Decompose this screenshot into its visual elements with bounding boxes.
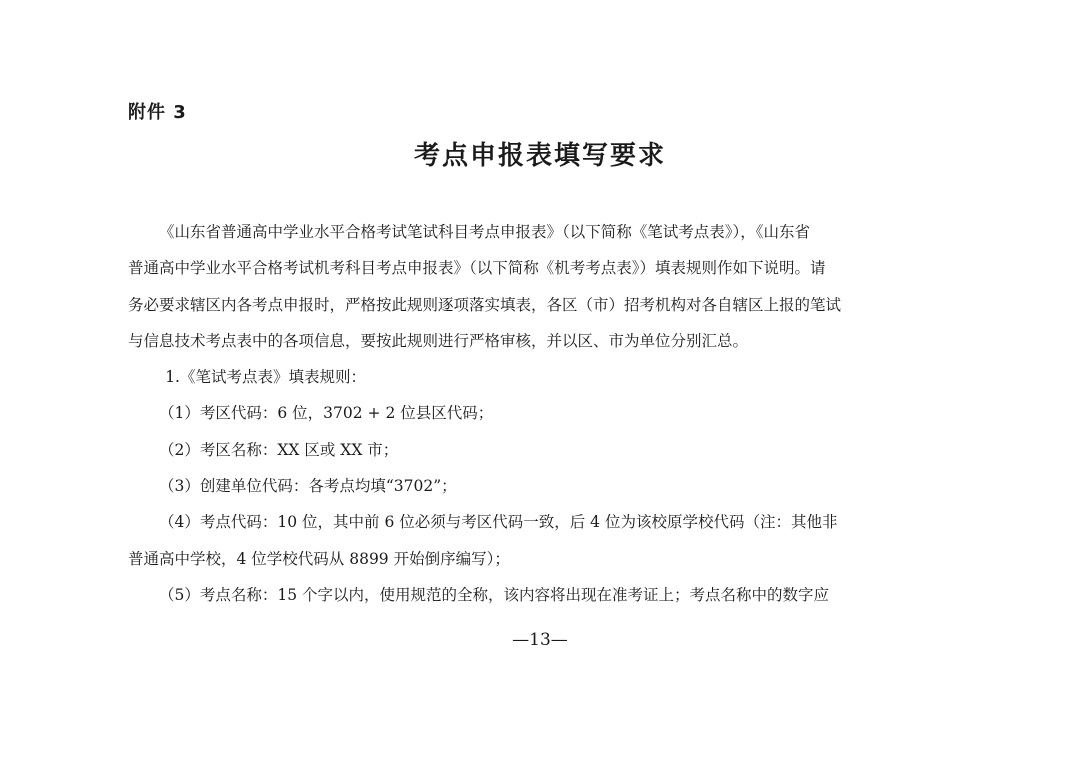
document-body: [128, 214, 954, 613]
page-number: —13—: [512, 630, 568, 650]
rule-item: （1）考区代码：6 位，3702 + 2 位县区代码；: [159, 404, 494, 423]
rule-item-continuation: 普通高中学校，4 位学校代码从 8899 开始倒序编写）；: [128, 549, 510, 568]
attachment-label: 附件 3: [128, 102, 187, 123]
section-heading: 1.《笔试考点表》填表规则：: [165, 368, 366, 387]
section-1: [128, 359, 954, 613]
intro-line: 务必要求辖区内各考点申报时，严格按此规则逐项落实填表，各区（市）招考机构对各自辖区上报的笔试: [128, 295, 842, 314]
rule-item: （5）考点名称：15 个字以内，使用规范的全称，该内容将出现在准考证上；考点名称中的数字应: [159, 585, 830, 604]
document-title: 考点申报表填写要求: [413, 141, 666, 171]
intro-line: 普通高中学业水平合格考试机考科目考点申报表》（以下简称《机考考点表》）填表规则作如下说明。请: [128, 259, 826, 278]
intro-line: 《山东省普通高中学业水平合格考试笔试科目考点申报表》（以下简称《笔试考点表》），《山东省: [159, 223, 811, 241]
rule-item: （4）考点代码：10 位，其中前 6 位必须与考区代码一致，后 4 位为该校原学校代码（注：其他非: [159, 513, 838, 532]
rule-item: （2）考区名称：XX 区或 XX 市；: [159, 440, 399, 459]
intro-line: 与信息技术考点表中的各项信息，要按此规则进行严格审核，并以区、市为单位分别汇总。: [128, 331, 749, 350]
rule-item: （3）创建单位代码：各考点均填“3702”；: [159, 477, 457, 496]
intro-paragraph: [128, 214, 954, 359]
